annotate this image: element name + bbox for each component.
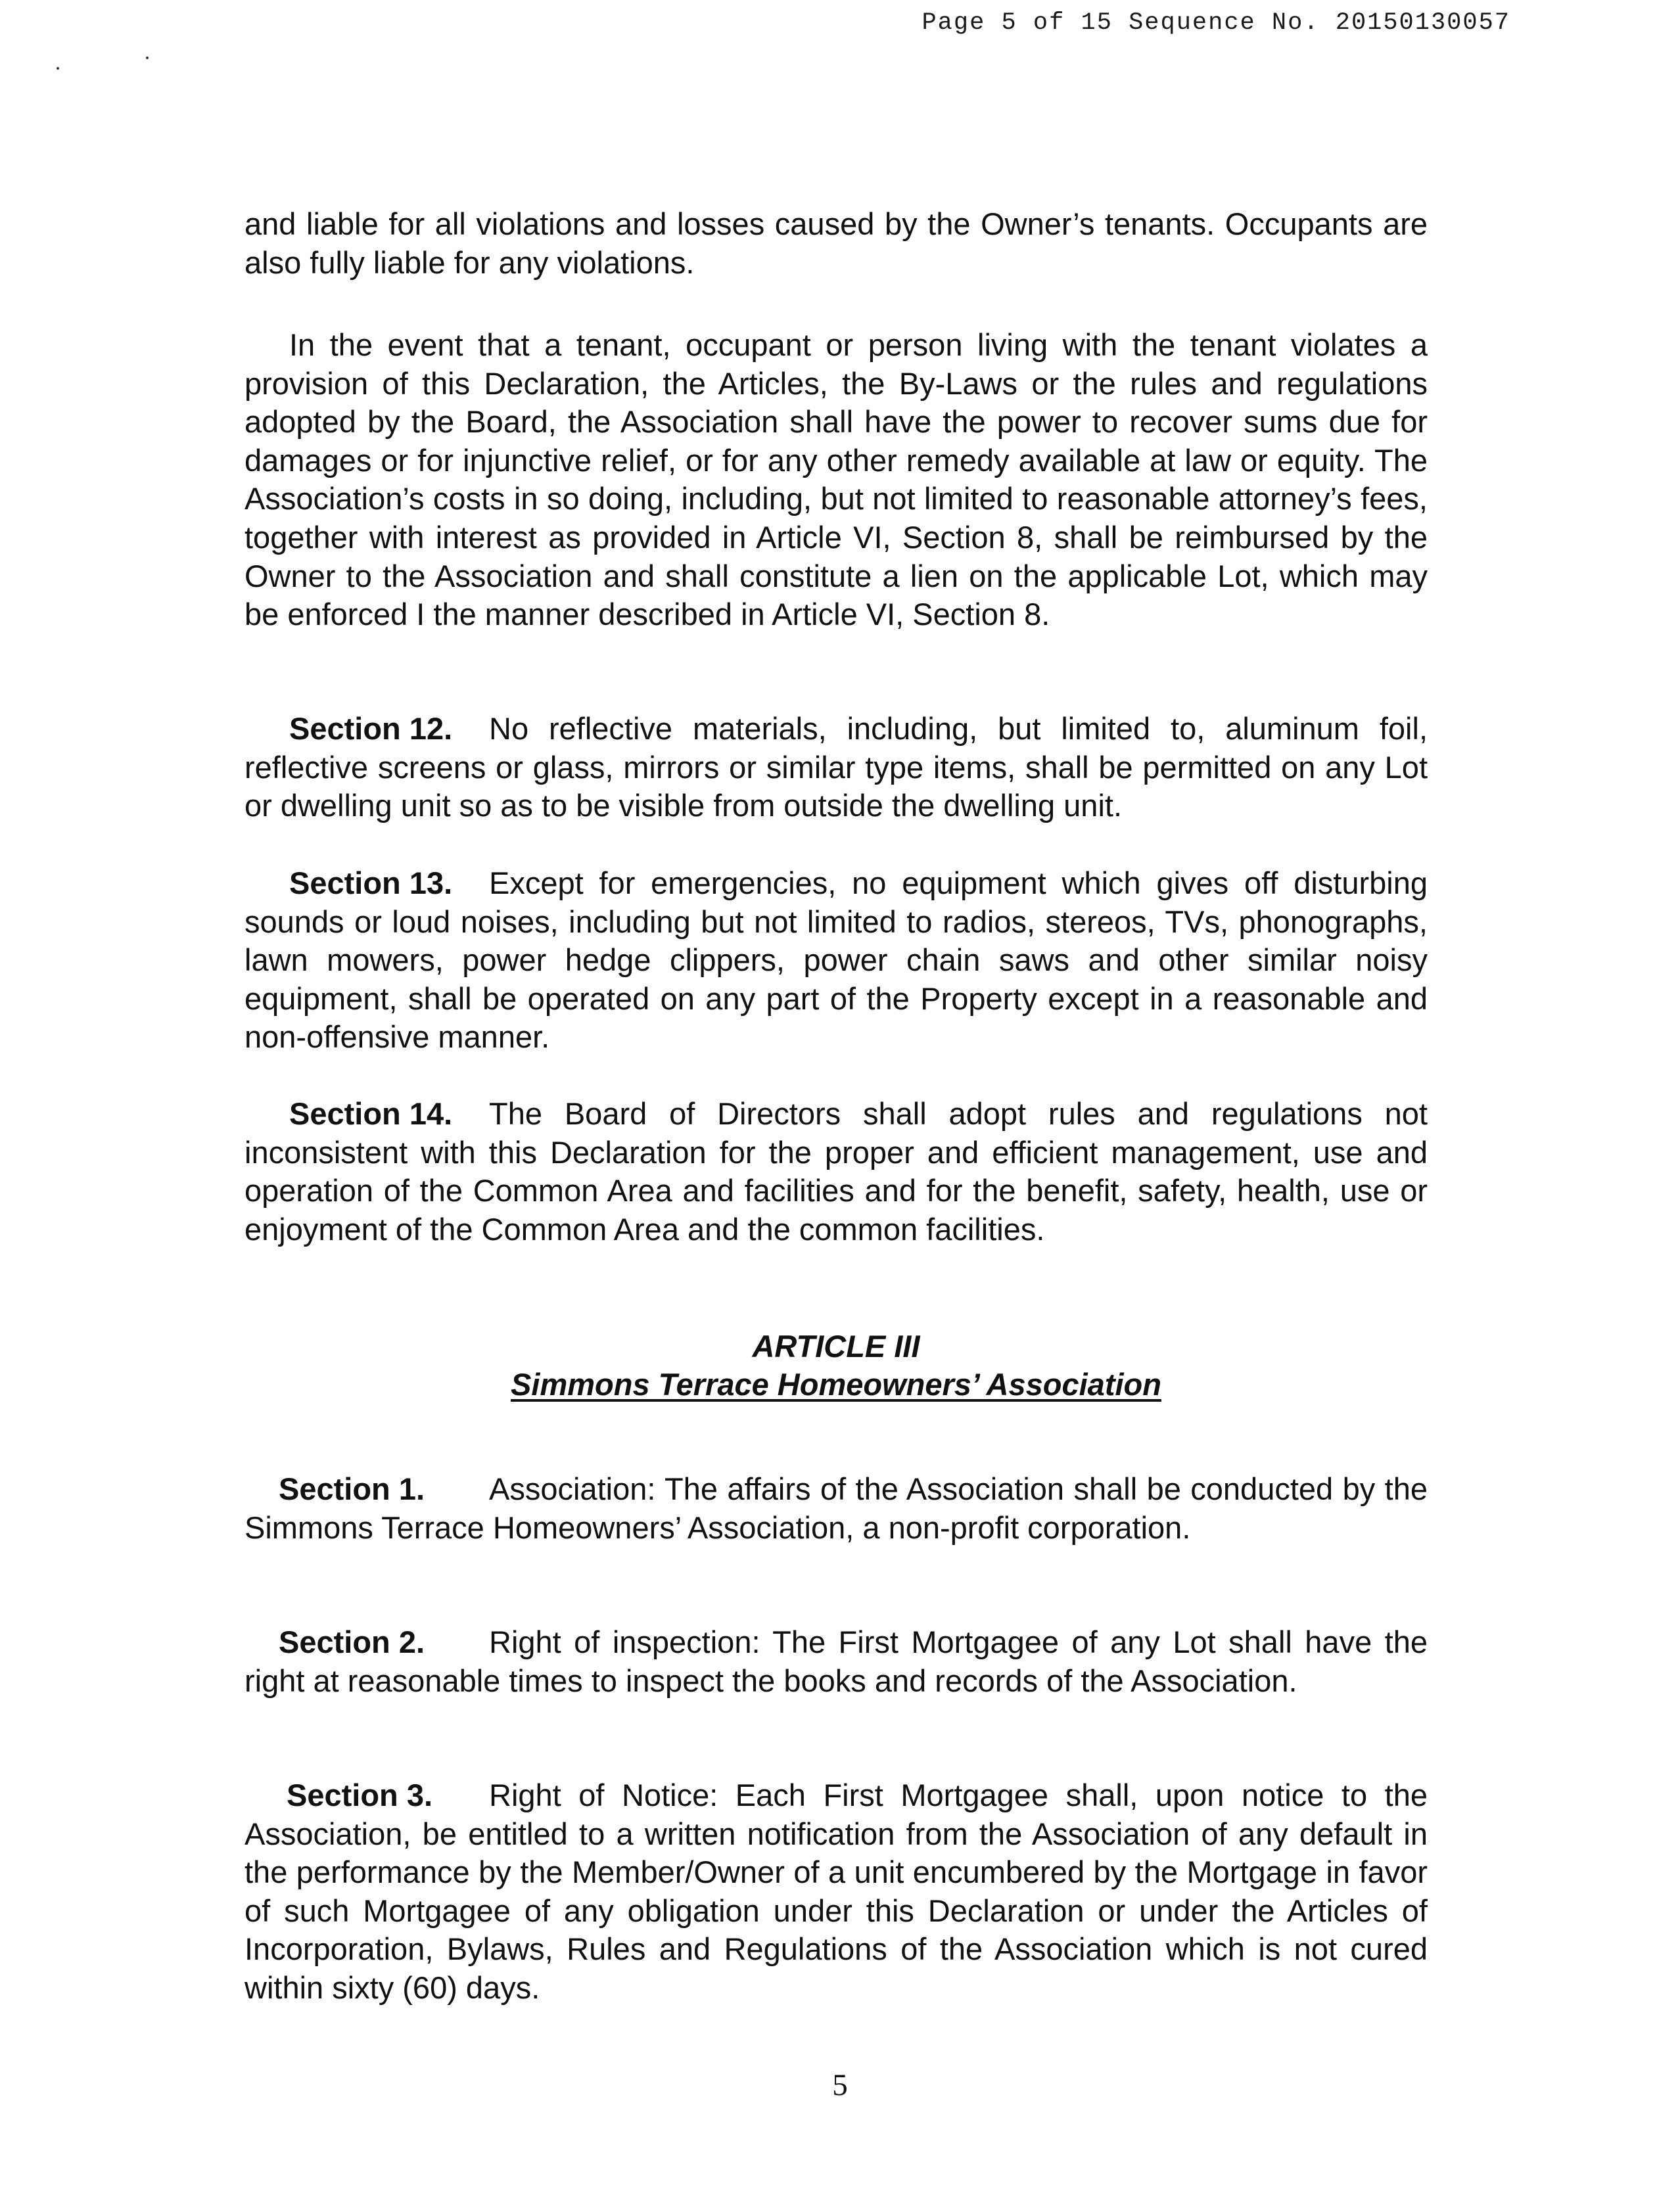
article3-section-1-text: Association: The affairs of the Association shall be conducted by the Simmons Terrace Homeowners’ Association, a non-profit corporation. [245, 1471, 1428, 1545]
section-12-text: No reflective materials, including, but limited to, aluminum foil, reflective screens or glass, mirrors or similar type items, shall be permitted on any Lot or dwelling unit so as to be visible from outside the dwelling unit. [245, 711, 1428, 823]
section-14-label: Section 14. [289, 1096, 453, 1131]
section-14 [245, 1095, 1428, 1249]
section-14-text: The Board of Directors shall adopt rules and regulations not inconsistent with this Declaration for the proper and efficient management, use and operation of the Common Area and facilities and for the benefit, safety, health, use or enjoyment of the Common Area and the common facilities. [245, 1096, 1428, 1247]
section-12-label: Section 12. [289, 711, 453, 746]
section-12 [245, 710, 1428, 825]
paragraph-continuation: and liable for all violations and losses caused by the Owner’s tenants. Occupants are also fully liable for any violations. [245, 206, 1428, 280]
article-title: ARTICLE III [752, 1329, 920, 1364]
article3-section-1 [245, 1470, 1428, 1547]
article3-section-3-label: Section 3. [287, 1778, 433, 1812]
article3-section-2 [245, 1623, 1428, 1700]
scan-speck [57, 67, 59, 70]
scan-speck [146, 57, 149, 59]
article3-section-1-label: Section 1. [279, 1471, 425, 1506]
section-13 [245, 864, 1428, 1057]
article3-section-2-label: Section 2. [279, 1624, 425, 1659]
page-header: Page 5 of 15 Sequence No. 20150130057 [922, 9, 1510, 37]
article-heading [245, 1327, 1428, 1404]
section-13-text: Except for emergencies, no equipment which gives off disturbing sounds or loud noises, including but not limited to radios, stereos, TVs, phonographs, lawn mowers, power hedge clippers, power chain saws and other similar noisy equipment, shall be operated on any part of the Property except in a reasonable and non-offensive manner. [245, 865, 1428, 1055]
article3-section-3-text: Right of Notice: Each First Mortgagee shall, upon notice to the Association, be entitled to a written notification from the Association of any default in the performance by the Member/Owner of a unit encumbered by the Mortgage in favor of such Mortgagee of any obligation under this Declaration or under the Articles of Incorporation, Bylaws, Rules and Regulations of the Association which is not cured within sixty (60) days. [245, 1778, 1428, 2005]
article-subtitle: Simmons Terrace Homeowners’ Association [511, 1367, 1161, 1402]
paragraph-tenant-violation: In the event that a tenant, occupant or person living with the tenant violates a provision of this Declaration, the Articles, the By-Laws or the rules and regulations adopted by the Board, the Association shall have the power to recover sums due for damages or for injunctive relief, or for any other remedy available at law or equity. The Association’s costs in so doing, including, but not limited to reasonable attorney’s fees, together with interest as provided in Article VI, Section 8, shall be reimbursed by the Owner to the Association and shall constitute a lien on the applicable Lot, which may be enforced I the manner described in Article VI, Section 8. [245, 327, 1428, 632]
page-number: 5 [832, 2068, 848, 2102]
article3-section-2-text: Right of inspection: The First Mortgagee of any Lot shall have the right at reasonable times to inspect the books and records of the Association. [245, 1624, 1428, 1698]
section-13-label: Section 13. [289, 865, 453, 900]
article3-section-3 [245, 1776, 1428, 2008]
